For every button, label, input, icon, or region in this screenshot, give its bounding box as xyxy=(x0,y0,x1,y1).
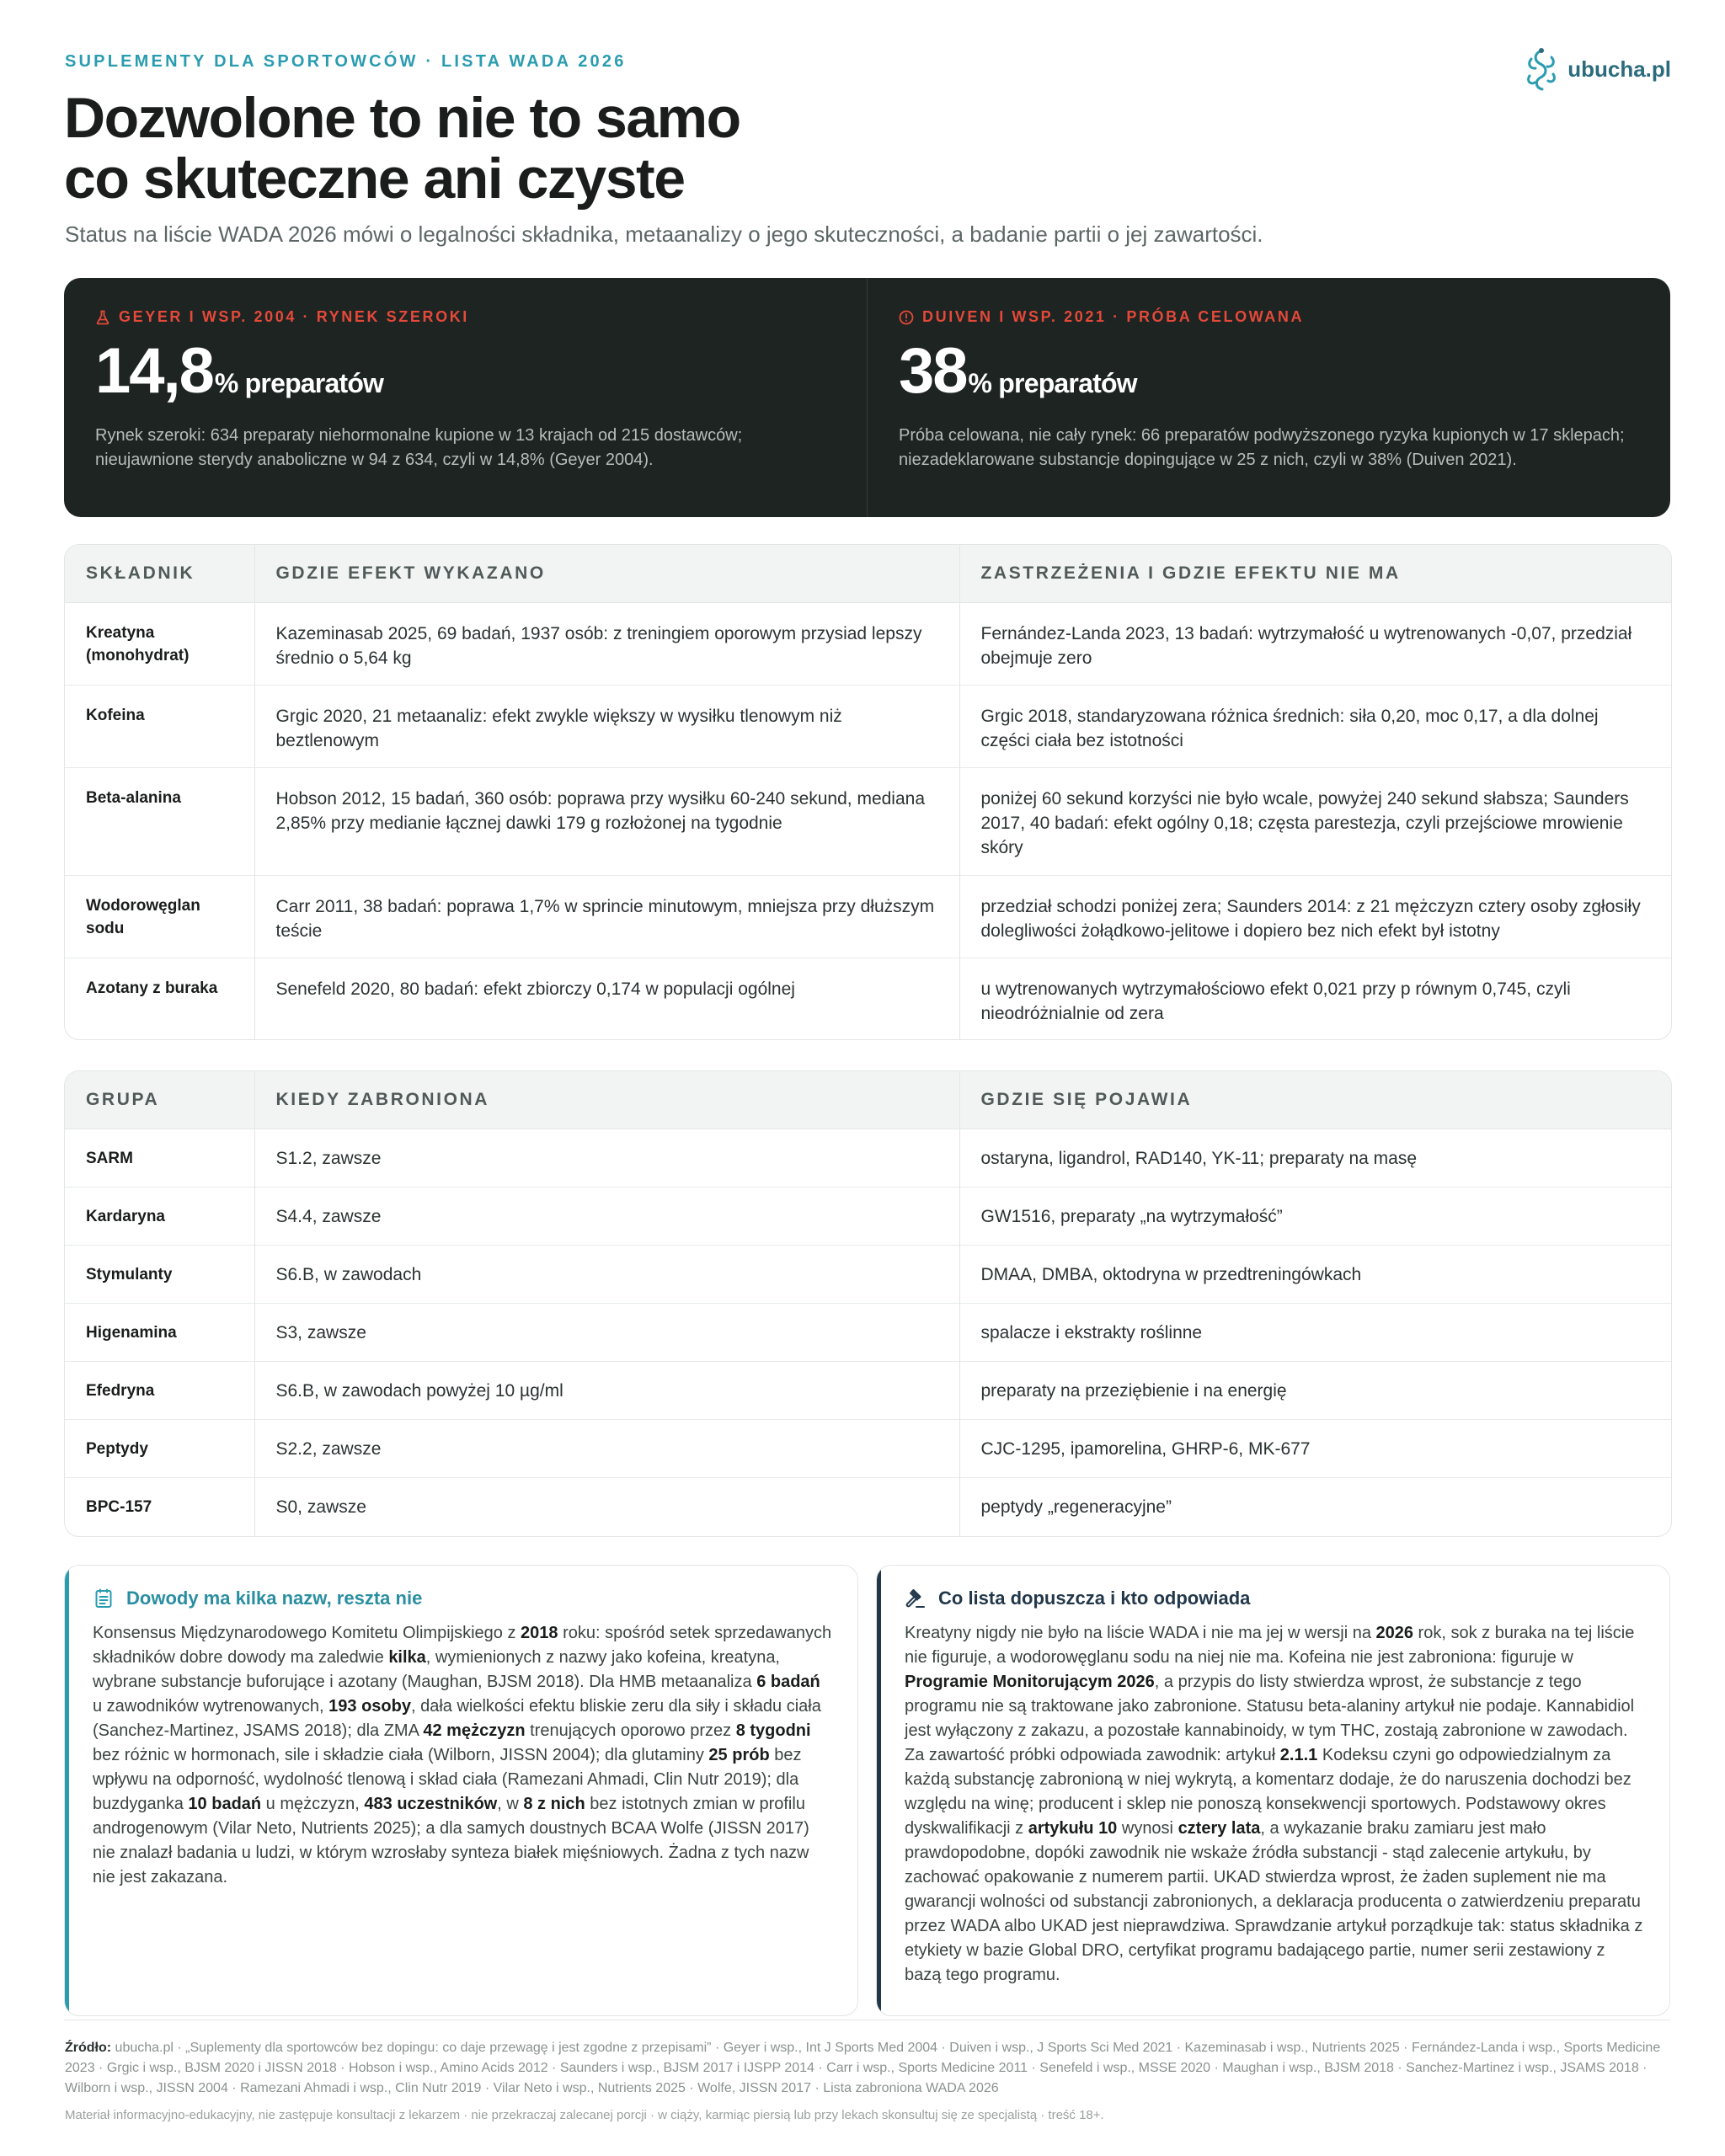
emphasis-text: 2026 xyxy=(1375,1624,1413,1642)
stat-unit: % preparatów xyxy=(214,368,384,398)
card-title-text: Dowody ma kilka nazw, reszta nie xyxy=(126,1588,423,1609)
sources-text: ubucha.pl · „Suplementy dla sportowców bez dopingu: co daje przewagę i jest zgodne z przepisami” · Geyer i wsp., Int J Sports Med 2004 · Duiven i wsp., J Sports Sci Med 2021 · Kazeminasab i wsp., Nutrients 2025 · Fernández-Landa i wsp., Sports Medicine 2023 · Grgic i wsp., BJSM 2020 i JISSN 2018 · Hobson i wsp., Amino Acids 2012 · Saunders i wsp., BJSM 2017 i IJSPP 2014 · Carr i wsp., Sports Medicine 2011 · Senefeld i wsp., MSSE 2020 · Maughan i wsp., BJSM 2018 · Sanchez-Martinez i wsp., JSAMS 2018 · Wilborn i wsp., JISSN 2004 · Ramezani Ahmadi i wsp., Clin Nutr 2019 · Vilar Neto i wsp., Nutrients 2025 · Wolfe, JISSN 2017 · Lista zabroniona WADA 2026 xyxy=(65,2041,1661,2095)
sources-note xyxy=(65,2038,1665,2099)
effects-table xyxy=(64,544,1672,1040)
banned-when: S4.4, zawsze xyxy=(254,1187,959,1246)
table-row xyxy=(65,1187,1671,1246)
ingredient-name: Wodorowęglan sodu xyxy=(65,876,254,958)
effect-shown: Grgic 2020, 21 metaanaliz: efekt zwykle większy w wysiłku tlenowym niż beztlenowym xyxy=(254,686,959,768)
title-line-2: co skuteczne ani czyste xyxy=(64,147,685,211)
column-header: GDZIE EFEKT WYKAZANO xyxy=(254,545,959,603)
found-where: peptydy „regeneracyjne” xyxy=(959,1478,1671,1536)
card-title xyxy=(905,1588,1644,1609)
found-where: CJC-1295, ipamorelina, GHRP-6, MK-677 xyxy=(959,1420,1671,1478)
disclaimer: Materiał informacyjno-edukacyjny, nie zastępuje konsultacji z lekarzem · nie przekraczaj zalecanej porcji · w ciąży, karmiąc piersią lub przy lekach skonsultuj się ze specjalistą · treść 18+. xyxy=(65,2108,1104,2122)
table-row xyxy=(65,768,1671,876)
rules-card xyxy=(876,1565,1670,2016)
stat-description: Rynek szeroki: 634 preparaty niehormonalne kupione w 13 krajach od 215 dostawców; nieujawnione sterydy anaboliczne w 94 z 634, czyli w 14,8% (Geyer 2004). xyxy=(95,426,743,469)
effect-caveats: Grgic 2018, standaryzowana różnica średnich: siła 0,20, moc 0,17, a dla dolnej części ciała bez istotności xyxy=(959,686,1671,768)
emphasis-text: 193 osoby xyxy=(328,1697,411,1716)
stat-value: 38 xyxy=(899,335,967,407)
effect-caveats: Fernández-Landa 2023, 13 badań: wytrzymałość u wytrenowanych -0,07, przedział obejmuje zero xyxy=(959,603,1671,686)
effect-shown: Kazeminasab 2025, 69 badań, 1937 osób: z treningiem oporowym przysiad lepszy średnio o 5,64 kg xyxy=(254,603,959,686)
table-row xyxy=(65,958,1671,1039)
emphasis-text: 10 badań xyxy=(188,1795,262,1813)
effect-caveats: poniżej 60 sekund korzyści nie było wcale, powyżej 240 sekund słabsza; Saunders 2017, 40 badań: efekt ogólny 0,18; częsta parestezja, czyli przejściowe mrowienie skóry xyxy=(959,768,1671,876)
alert-circle-icon xyxy=(899,310,914,325)
table-row xyxy=(65,1246,1671,1304)
banned-when: S6.B, w zawodach xyxy=(254,1246,959,1304)
ingredient-name: Azotany z buraka xyxy=(65,958,254,1039)
emphasis-text: kilka xyxy=(388,1648,426,1667)
emphasis-text: 2018 xyxy=(521,1624,558,1642)
table-row xyxy=(65,1478,1671,1536)
effect-shown: Senefeld 2020, 80 badań: efekt zbiorczy 0,174 w populacji ogólnej xyxy=(254,958,959,1039)
emphasis-text: 42 mężczyzn xyxy=(423,1721,526,1740)
table-row xyxy=(65,1420,1671,1478)
emphasis-text: 25 prób xyxy=(708,1746,770,1764)
page-subtitle: Status na liście WADA 2026 mówi o legalności składnika, metaanalizy o jego skuteczności, a badanie partii o jej zawartości. xyxy=(65,221,1263,247)
kombucha-logo-icon xyxy=(1524,45,1559,93)
stat-value-row xyxy=(95,335,836,407)
stat-value-row xyxy=(899,335,1639,407)
found-where: spalacze i ekstrakty roślinne xyxy=(959,1304,1671,1362)
found-where: DMAA, DMBA, oktodryna w przedtreningówkach xyxy=(959,1246,1671,1304)
ingredient-name: Kofeina xyxy=(65,686,254,768)
stat-value: 14,8 xyxy=(95,335,213,407)
page-title xyxy=(64,88,991,209)
column-header: GDZIE SIĘ POJAWIA xyxy=(959,1071,1671,1129)
group-name: Efedryna xyxy=(65,1362,254,1420)
card-title-text: Co lista dopuszcza i kto odpowiada xyxy=(938,1588,1251,1609)
table-row xyxy=(65,876,1671,958)
stat-unit: % preparatów xyxy=(968,368,1137,398)
kicker: SUPLEMENTY DLA SPORTOWCÓW · LISTA WADA 2026 xyxy=(65,52,627,71)
emphasis-text: 483 uczestników xyxy=(364,1795,498,1813)
effect-shown: Hobson 2012, 15 badań, 360 osób: poprawa przy wysiłku 60-240 sekund, mediana 2,85% przy medianie łącznej dawki 179 g rozłożonej na tygodnie xyxy=(254,768,959,876)
title-line-1: Dozwolone to nie to samo xyxy=(64,86,740,150)
gavel-icon xyxy=(905,1588,927,1609)
effect-shown: Carr 2011, 38 badań: poprawa 1,7% w sprincie minutowym, mniejsza przy dłuższym teście xyxy=(254,876,959,958)
stat-duiven xyxy=(867,278,1670,517)
evidence-card xyxy=(64,1565,858,2016)
column-header: GRUPA xyxy=(65,1071,254,1129)
ingredient-name: Kreatyna (monohydrat) xyxy=(86,624,190,664)
emphasis-text: 8 tygodni xyxy=(735,1721,811,1740)
effect-caveats: przedział schodzi poniżej zera; Saunders 2014: z 21 mężczyzn cztery osoby zgłosiły dolegliwości żołądkowo-jelitowe i dopiero bez nich efekt był istotny xyxy=(959,876,1671,958)
group-name: Kardaryna xyxy=(65,1187,254,1246)
effect-caveats: u wytrenowanych wytrzymałościowo efekt 0,021 przy p równym 0,745, czyli nieodróżnialnie od zera xyxy=(959,958,1671,1039)
table-header-row xyxy=(65,545,1671,603)
flask-icon xyxy=(95,310,110,325)
stats-panel xyxy=(64,278,1670,517)
banned-when: S3, zawsze xyxy=(254,1304,959,1362)
sources-label: Źródło: xyxy=(65,2041,112,2055)
table-row xyxy=(65,1129,1671,1187)
stat-tag xyxy=(95,308,836,326)
brand-name: ubucha.pl xyxy=(1567,56,1671,82)
banned-when: S6.B, w zawodach powyżej 10 µg/ml xyxy=(254,1362,959,1420)
card-body: Konsensus Międzynarodowego Komitetu Olimpijskiego z 2018 roku: spośród setek sprzedawanych składników dobre dowody ma zaledwie kilka, wymienionych z nazwy jako kofeina, kreatyna, wybrane substancje buforujące i azotany (Maughan, BJSM 2018). Dla HMB metaanaliza 6 badań u zawodników wytrenowanych, 193 osoby, dała wielkości efektu bliskie zeru dla siły i składu ciała (Sanchez-Martinez, JSAMS 2018); dla ZMA 42 mężczyzn trenujących oporowo przez 8 tygodni bez różnic w hormonach, sile i składzie ciała (Wilborn, JISSN 2004); dla glutaminy 25 prób bez wpływu na odporność, wydolność tlenową i skład ciała (Ramezani Ahmadi, Clin Nutr 2019); dla buzdyganka 10 badań u mężczyzn, 483 uczestników, w 8 z nich bez istotnych zmian w profilu androgenowym (Vilar Neto, Nutrients 2025); a dla samych doustnych BCAA Wolfe (JISSN 2017) nie znalazł badania u ludzi, w którym wzrosłaby synteza białek mięśniowych. Żadna z tych nazw nie jest zakazana. xyxy=(93,1624,832,1886)
emphasis-text: 2.1.1 xyxy=(1279,1746,1318,1764)
stat-tag xyxy=(899,308,1639,326)
emphasis-text: cztery lata xyxy=(1178,1819,1261,1838)
emphasis-text: artykułu 10 xyxy=(1028,1819,1118,1838)
column-header: KIEDY ZABRONIONA xyxy=(254,1071,959,1129)
group-name: BPC-157 xyxy=(65,1478,254,1536)
table-row xyxy=(65,686,1671,768)
group-name: Peptydy xyxy=(65,1420,254,1478)
emphasis-text: Programie Monitorującym 2026 xyxy=(905,1673,1155,1691)
found-where: GW1516, preparaty „na wytrzymałość” xyxy=(959,1187,1671,1246)
emphasis-text: 6 badań xyxy=(756,1673,820,1691)
banned-when: S2.2, zawsze xyxy=(254,1420,959,1478)
stat-description: Próba celowana, nie cały rynek: 66 preparatów podwyższonego ryzyka kupionych w 17 sklepach; niezadeklarowane substancje dopingujące w 25 z nich, czyli w 38% (Duiven 2021). xyxy=(899,426,1625,469)
group-name: Stymulanty xyxy=(65,1246,254,1304)
column-header: SKŁADNIK xyxy=(65,545,254,603)
card-title xyxy=(93,1588,832,1609)
brand-logo[interactable] xyxy=(1524,45,1671,93)
stat-tag-label: GEYER I WSP. 2004 · RYNEK SZEROKI xyxy=(119,308,469,325)
table-row xyxy=(65,1304,1671,1362)
table-header-row xyxy=(65,1071,1671,1129)
found-where: preparaty na przeziębienie i na energię xyxy=(959,1362,1671,1420)
card-body: Kreatyny nigdy nie było na liście WADA i nie ma jej w wersji na 2026 rok, sok z buraka na tej liście nie figuruje, a wodorowęglanu sodu na niej nie ma. Kofeina nie jest zabroniona: figuruje w Programie Monitorującym 2026, a przypis do listy stwierdza wprost, że substancje z tego programu nie są traktowane jako zabronione. Statusu beta-alaniny artykuł nie podaje. Kannabidiol jest wyłączony z zakazu, a pozostałe kannabinoidy, w tym THC, zostają zabronione w zawodach. Za zawartość próbki odpowiada zawodnik: artykuł 2.1.1 Kodeksu czyni go odpowiedzialnym za każdą substancję zabronioną w niej wykrytą, a komentarz dodaje, że do naruszenia dochodzi bez względu na winę; producent i sklep nie ponoszą konsekwencji sportowych. Podstawowy okres dyskwalifikacji z artykułu 10 wynosi cztery lata, a wykazanie braku zamiaru jest mało prawdopodobne, dopóki zawodnik nie wskaże źródła substancji - stąd zalecenie artykułu, by zachować opakowanie z numerem partii. UKAD stwierdza wprost, że żaden suplement nie ma gwarancji wolności od substancji zabronionych, a deklaracja producenta o zatwierdzeniu preparatu przez WADA albo UKAD jest nieprawdziwa. Sprawdzanie artykuł porządkuje tak: status składnika z etykiety w bazie Global DRO, certyfikat programu badającego partie, numer serii zestawiony z bazą tego programu. xyxy=(905,1624,1643,1984)
clipboard-list-icon xyxy=(93,1588,115,1609)
emphasis-text: 8 z nich xyxy=(523,1795,585,1813)
stat-tag-label: DUIVEN I WSP. 2021 · PRÓBA CELOWANA xyxy=(922,308,1305,325)
stat-geyer xyxy=(64,278,867,517)
banned-when: S0, zawsze xyxy=(254,1478,959,1536)
group-name: Higenamina xyxy=(65,1304,254,1362)
table-row xyxy=(65,1362,1671,1420)
table-row xyxy=(65,603,1671,686)
column-header: ZASTRZEŻENIA I GDZIE EFEKTU NIE MA xyxy=(959,545,1671,603)
found-where: ostaryna, ligandrol, RAD140, YK-11; preparaty na masę xyxy=(959,1129,1671,1187)
banned-when: S1.2, zawsze xyxy=(254,1129,959,1187)
banned-groups-table xyxy=(64,1070,1672,1537)
ingredient-name: Beta-alanina xyxy=(65,768,254,876)
group-name: SARM xyxy=(86,1149,133,1167)
